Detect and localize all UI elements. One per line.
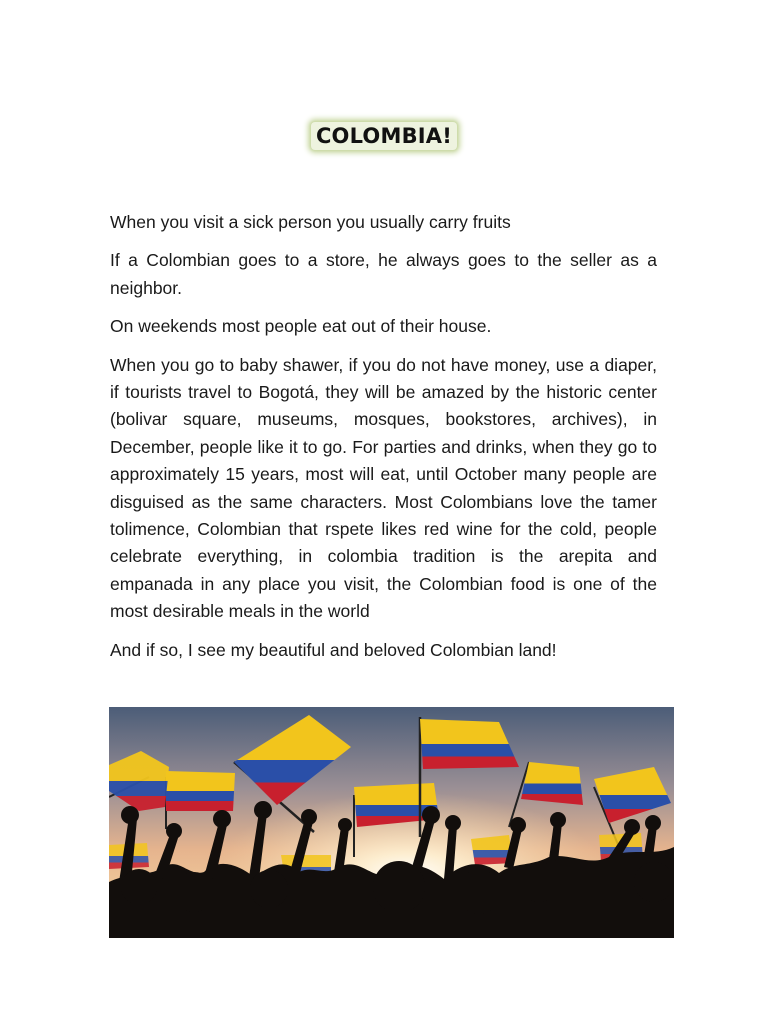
paragraph-3: On weekends most people eat out of their house. — [110, 316, 492, 337]
paragraph-1: When you visit a sick person you usually carry fruits — [110, 212, 511, 232]
page-title-wrapper — [0, 122, 768, 150]
crowd-with-flags-photo — [109, 707, 674, 938]
body-text — [110, 209, 657, 675]
paragraph-4: When you go to baby shawer, if you do not have money, use a diaper, if tourists travel to Bogotá, they will be amazed by the historic center (bolivar square, museums, mosques, bookstores, archives), in December, people like it to go. For parties and drinks, when they go to approximately 15 years, most will eat, until October many people are disguised as the same characters. Most Colombians love the tamer tolimence, Colombian that rspete likes red wine for the cold, people celebrate everything, in colombia tradition is the arepita and empanada in any place you visit, the Colombian food is one of the most desirable meals in the world — [110, 354, 657, 622]
paragraph-5: And if so, I see my beautiful and beloved Colombian land! — [110, 639, 557, 660]
paragraph-2: If a Colombian goes to a store, he always goes to the seller as a neighbor. — [110, 250, 657, 298]
page-title: COLOMBIA! — [311, 122, 457, 150]
crowd-photo-illustration — [109, 707, 674, 938]
